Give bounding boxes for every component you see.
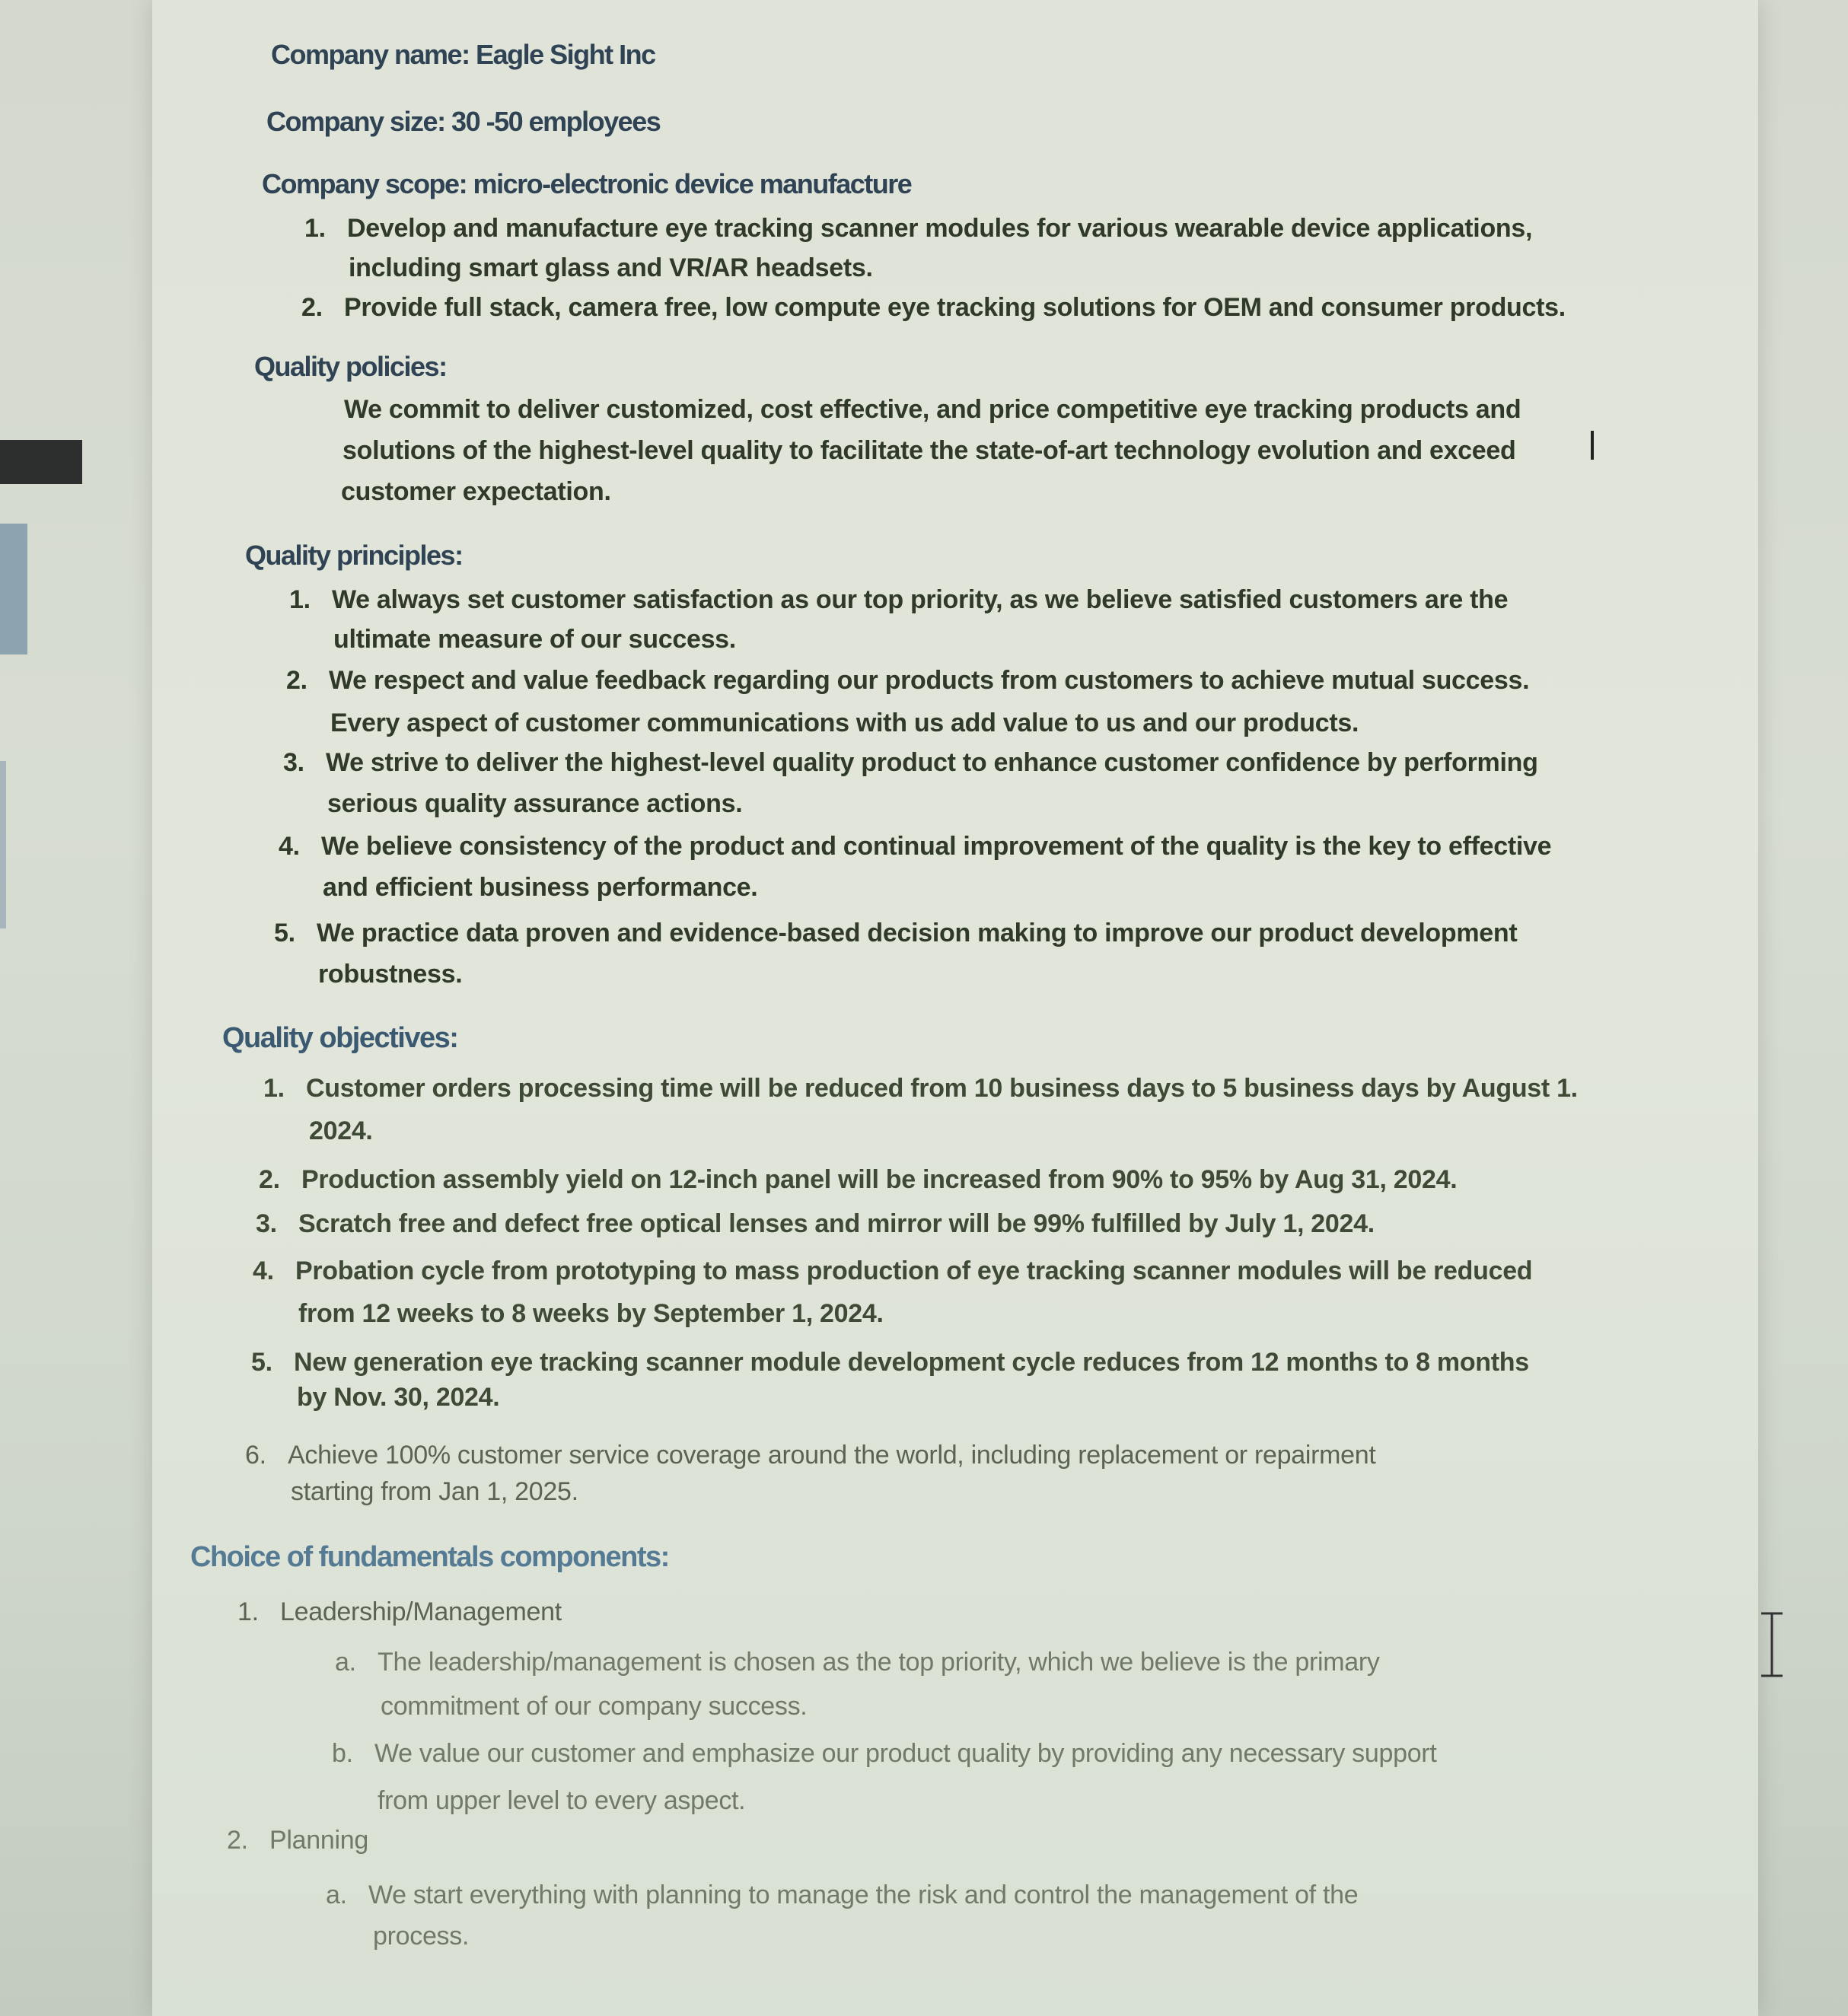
list-item-continuation: Every aspect of customer communications with us add value to us and our products. (330, 709, 1359, 737)
list-item: 2. Production assembly yield on 12-inch panel will be increased from 90% to 95% by Aug 31, 2024. (259, 1165, 1458, 1194)
fundamentals-heading: Choice of fundamentals components: (190, 1541, 669, 1573)
policy-text: solutions of the highest-level quality to facilitate the state-of-art technology evolution and exceed (343, 436, 1516, 465)
company-size: Company size: 30 -50 employees (266, 106, 661, 137)
sub-item: b. We value our customer and emphasize our product quality by providing any necessary support (332, 1739, 1437, 1768)
list-item: 5. New generation eye tracking scanner module development cycle reduces from 12 months to 8 months (251, 1348, 1529, 1377)
list-item-continuation: robustness. (318, 960, 463, 989)
ibeam-cursor-icon (1757, 1610, 1787, 1679)
list-item: 5. We practice data proven and evidence-based decision making to improve our product development (274, 919, 1518, 947)
list-item-continuation: by Nov. 30, 2024. (297, 1383, 500, 1412)
policy-text: customer expectation. (341, 477, 611, 506)
left-window-edge (0, 440, 82, 484)
sub-item: a. The leadership/management is chosen as the top priority, which we believe is the primary (335, 1648, 1380, 1677)
list-item-continuation: ultimate measure of our success. (333, 625, 736, 654)
company-name: Company name: Eagle Sight Inc (271, 39, 655, 70)
list-item: 3. Scratch free and defect free optical lenses and mirror will be 99% fulfilled by July 1, 2024. (256, 1209, 1375, 1238)
list-item-continuation: including smart glass and VR/AR headsets. (349, 253, 873, 282)
principles-heading: Quality principles: (245, 540, 463, 571)
policies-heading: Quality policies: (254, 351, 447, 382)
list-item-continuation: starting from Jan 1, 2025. (291, 1477, 578, 1506)
list-item: 6. Achieve 100% customer service coverage around the world, including replacement or repairment (245, 1441, 1376, 1470)
objectives-heading: Quality objectives: (222, 1022, 458, 1054)
list-item-continuation: serious quality assurance actions. (327, 789, 743, 818)
list-item-continuation: 2024. (309, 1116, 373, 1145)
sub-item-continuation: commitment of our company success. (381, 1692, 808, 1721)
list-item: 1. Leadership/Management (237, 1597, 562, 1626)
policy-text: We commit to deliver customized, cost effective, and price competitive eye tracking products and (344, 395, 1521, 424)
sub-item-continuation: process. (373, 1922, 470, 1951)
list-item: 3. We strive to deliver the highest-level quality product to enhance customer confidence by performing (283, 748, 1538, 777)
left-window-strip (0, 524, 27, 654)
list-item: 1. Develop and manufacture eye tracking scanner modules for various wearable device applications, (304, 214, 1533, 243)
list-item: 4. We believe consistency of the product and continual improvement of the quality is the key to effective (279, 832, 1552, 861)
list-item: 1. Customer orders processing time will be reduced from 10 business days to 5 business days by August 1. (263, 1074, 1578, 1103)
list-item: 2. Provide full stack, camera free, low compute eye tracking solutions for OEM and consumer products. (301, 293, 1566, 322)
list-item-continuation: and efficient business performance. (323, 873, 758, 902)
left-window-strip-lower (0, 761, 6, 928)
list-item: 2. We respect and value feedback regarding our products from customers to achieve mutual success. (286, 666, 1530, 695)
sub-item: a. We start everything with planning to manage the risk and control the management of the (326, 1881, 1359, 1909)
list-item: 2. Planning (227, 1826, 368, 1855)
text-caret (1591, 431, 1594, 460)
list-item: 1. We always set customer satisfaction as our top priority, as we believe satisfied customers are the (289, 585, 1509, 614)
list-item: 4. Probation cycle from prototyping to mass production of eye tracking scanner modules will be reduced (253, 1256, 1533, 1285)
list-item-continuation: from 12 weeks to 8 weeks by September 1, 2024. (298, 1299, 884, 1328)
sub-item-continuation: from upper level to every aspect. (378, 1786, 746, 1815)
company-scope: Company scope: micro-electronic device manufacture (262, 168, 912, 199)
